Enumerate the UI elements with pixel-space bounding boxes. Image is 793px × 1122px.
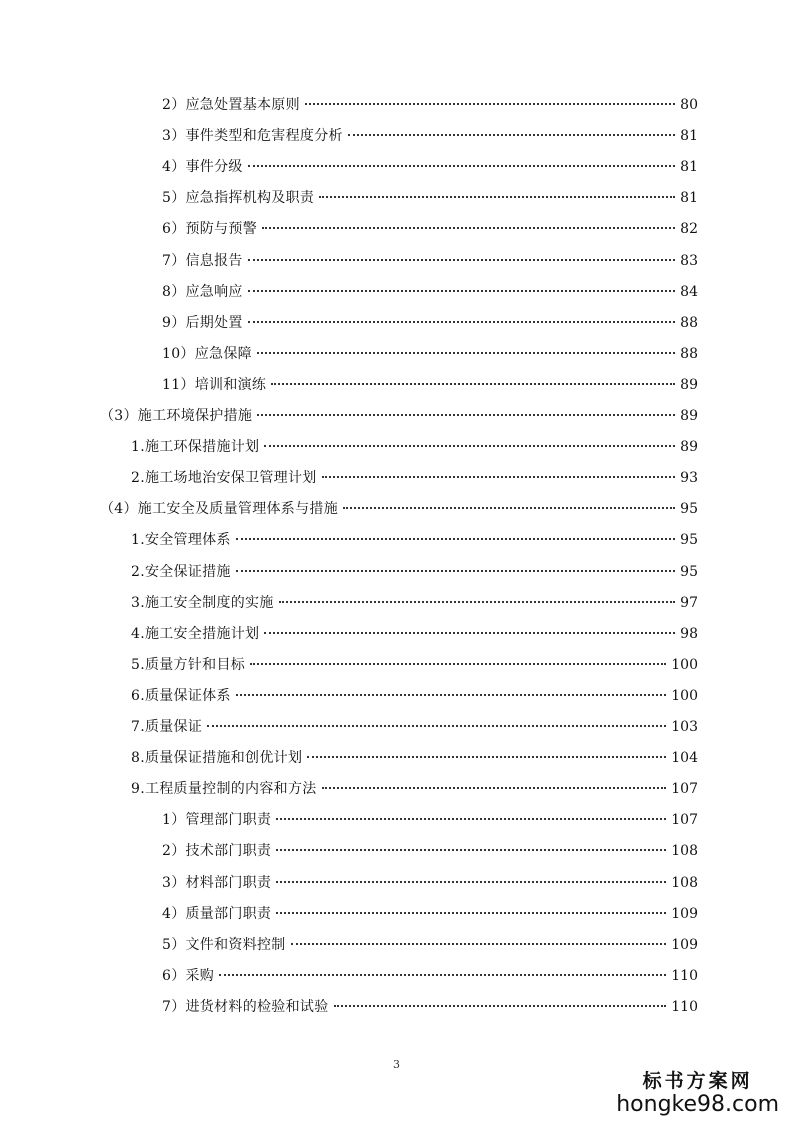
toc-entry-title: 4）事件分级	[162, 159, 243, 176]
dot-leader	[276, 911, 666, 914]
dot-leader	[322, 786, 667, 789]
toc-entry-page: 98	[680, 625, 698, 642]
toc-entry-page: 88	[680, 314, 698, 331]
toc-entry-page: 107	[671, 812, 698, 829]
dot-leader	[248, 258, 675, 261]
toc-entry[interactable]	[162, 158, 698, 176]
dot-leader	[276, 848, 666, 851]
toc-entry-title: 4）质量部门职责	[162, 905, 272, 922]
toc-entry-page: 100	[671, 656, 698, 673]
toc-entry-page: 110	[671, 998, 698, 1015]
toc-entry-page: 108	[671, 843, 698, 860]
dot-leader	[248, 289, 675, 292]
dot-leader	[348, 133, 675, 136]
toc-entry-page: 107	[671, 781, 698, 798]
toc-entry[interactable]	[162, 345, 698, 363]
toc-entry-title: 1.施工环保措施计划	[131, 439, 260, 456]
toc-entry-page: 103	[671, 719, 698, 735]
toc-entry-title: （4）施工安全及质量管理体系与措施	[100, 501, 339, 518]
toc-entry[interactable]	[131, 469, 698, 487]
toc-entry[interactable]	[162, 220, 698, 238]
dot-leader	[248, 164, 675, 167]
dot-leader	[322, 475, 675, 478]
toc-entry-title: 7）进货材料的检验和试验	[162, 998, 329, 1015]
toc-entry[interactable]	[162, 998, 698, 1016]
toc-entry[interactable]	[131, 749, 698, 767]
toc-entry-page: 89	[680, 376, 698, 393]
dot-leader	[276, 880, 666, 883]
toc-entry-page: 95	[680, 501, 698, 518]
toc-entry[interactable]	[162, 96, 698, 114]
toc-entry[interactable]	[131, 718, 698, 736]
dot-leader	[250, 662, 666, 665]
toc-entry-page: 82	[680, 221, 698, 238]
toc-entry-page: 81	[680, 159, 698, 176]
toc-entry-title: 9）后期处置	[162, 314, 243, 331]
toc-entry-title: 1）管理部门职责	[162, 812, 272, 829]
toc-entry-title: （3）施工环境保护措施	[100, 408, 253, 424]
toc-entry-page: 109	[671, 936, 698, 953]
watermark-title: 标书方案网	[642, 1070, 753, 1092]
toc-entry[interactable]	[131, 656, 698, 674]
dot-leader	[264, 444, 675, 447]
watermark-logo	[616, 1070, 779, 1118]
dot-leader	[271, 382, 675, 385]
toc-entry-page: 110	[671, 967, 698, 984]
dot-leader	[276, 817, 666, 820]
toc-entry[interactable]	[162, 874, 698, 892]
toc-entry-page: 89	[680, 439, 698, 456]
dot-leader	[343, 506, 675, 509]
toc-entry-title: 2）应急处置基本原则	[162, 97, 300, 113]
toc-entry[interactable]	[131, 687, 698, 705]
toc-entry-page: 108	[671, 874, 698, 891]
toc-entry-title: 5）应急指挥机构及职责	[162, 190, 315, 207]
toc-entry-title: 9.工程质量控制的内容和方法	[131, 781, 317, 798]
toc-entry-page: 97	[680, 594, 698, 611]
toc-entry-title: 3）事件类型和危害程度分析	[162, 128, 343, 145]
toc-entry[interactable]	[162, 189, 698, 207]
toc-entry[interactable]	[131, 594, 698, 612]
toc-entry[interactable]	[162, 936, 698, 954]
toc-entry-page: 95	[680, 563, 698, 580]
dot-leader	[236, 569, 675, 572]
toc-entry-page: 88	[680, 345, 698, 362]
toc-entry-page: 80	[680, 97, 698, 113]
page-number: 3	[393, 1058, 400, 1071]
toc-entry[interactable]	[162, 314, 698, 332]
toc-entry[interactable]	[162, 842, 698, 860]
toc-entry[interactable]	[162, 811, 698, 829]
toc-entry-page: 84	[680, 283, 698, 300]
watermark-url: hongke98.com	[616, 1092, 779, 1117]
toc-entry-title: 8.质量保证措施和创优计划	[131, 750, 303, 767]
toc-entry-page: 100	[671, 687, 698, 704]
toc-entry-page: 81	[680, 128, 698, 145]
toc-entry-page: 104	[671, 750, 698, 767]
toc-entry-title: 5.质量方针和目标	[131, 656, 246, 673]
dot-leader	[319, 195, 675, 198]
toc-entry-page: 93	[680, 470, 698, 487]
dot-leader	[334, 1004, 667, 1007]
dot-leader	[257, 351, 675, 354]
dot-leader	[291, 942, 667, 945]
dot-leader	[236, 537, 675, 540]
toc-entry-title: 7）信息报告	[162, 252, 243, 269]
toc-entry-page: 109	[671, 905, 698, 922]
dot-leader	[305, 102, 675, 105]
dot-leader	[262, 226, 675, 229]
toc-entry[interactable]	[162, 905, 698, 923]
toc-entry-title: 3）材料部门职责	[162, 874, 272, 891]
toc-entry-title: 1.安全管理体系	[131, 532, 231, 549]
dot-leader	[257, 413, 675, 416]
dot-leader	[219, 973, 666, 976]
toc-entry-title: 3.施工安全制度的实施	[131, 594, 274, 611]
toc-entry[interactable]	[131, 625, 698, 643]
toc-entry-title: 11）培训和演练	[162, 376, 267, 393]
toc-entry[interactable]	[131, 780, 698, 798]
dot-leader	[307, 755, 666, 758]
toc-entry-title: 5）文件和资料控制	[162, 936, 286, 953]
toc-entry-title: 8）应急响应	[162, 283, 243, 300]
toc-entry[interactable]	[131, 531, 698, 549]
toc-entry-title: 6）预防与预警	[162, 221, 258, 238]
toc-entry[interactable]	[162, 967, 698, 985]
dot-leader	[236, 693, 667, 696]
toc-entry[interactable]	[131, 438, 698, 456]
toc-entry[interactable]	[162, 376, 698, 394]
toc-entry[interactable]	[100, 407, 698, 425]
toc-entry-page: 83	[680, 252, 698, 269]
toc-entry-title: 2）技术部门职责	[162, 843, 272, 860]
toc-entry[interactable]	[131, 563, 698, 581]
toc-entry[interactable]	[162, 252, 698, 270]
dot-leader	[279, 600, 675, 603]
toc-entry-title: 10）应急保障	[162, 345, 252, 362]
toc-entry-title: 2.施工场地治安保卫管理计划	[131, 470, 317, 487]
toc-entry-page: 81	[680, 190, 698, 207]
toc-entry-page: 95	[680, 532, 698, 549]
toc-entry-title: 6）采购	[162, 967, 215, 984]
toc-entry-title: 6.质量保证体系	[131, 687, 231, 704]
toc-entry-title: 4.施工安全措施计划	[131, 625, 260, 642]
toc-entry-title: 7.质量保证	[131, 719, 203, 735]
toc-entry[interactable]	[162, 283, 698, 301]
dot-leader	[207, 724, 666, 727]
dot-leader	[248, 320, 675, 323]
toc-entry-page: 89	[680, 408, 698, 424]
toc-entry[interactable]	[100, 500, 698, 518]
toc-entry[interactable]	[162, 127, 698, 145]
toc-entry-title: 2.安全保证措施	[131, 563, 231, 580]
dot-leader	[264, 631, 675, 634]
